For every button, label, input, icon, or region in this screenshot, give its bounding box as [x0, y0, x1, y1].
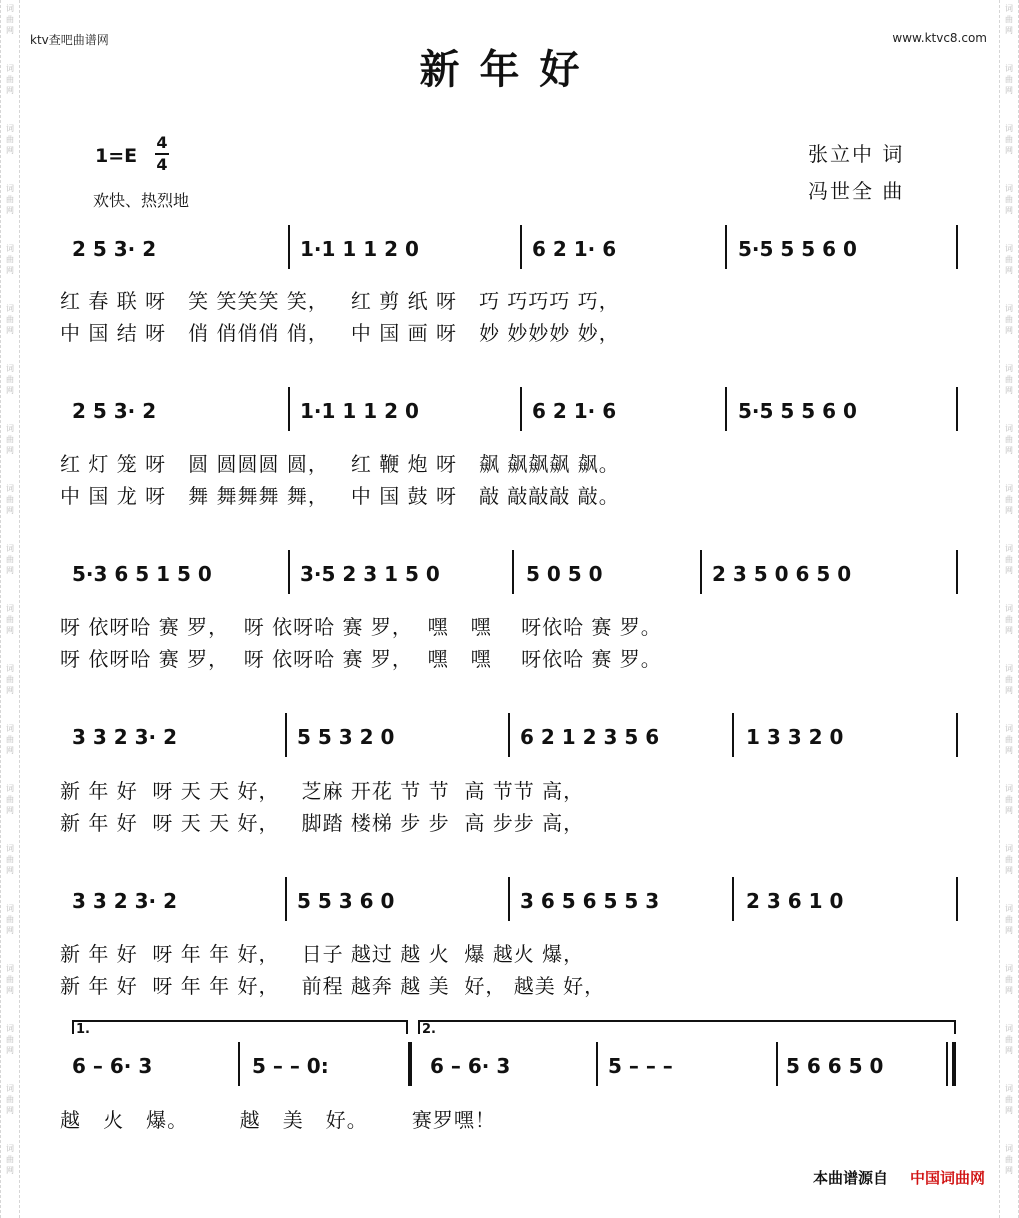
watermark-char: 网 [1005, 86, 1013, 95]
measure-notes: 5 6 6 5 0 [786, 1054, 884, 1078]
watermark-char: 词 [6, 844, 14, 853]
watermark-char: 曲 [6, 675, 14, 684]
watermark-char: 词 [1005, 124, 1013, 133]
left-watermark-strip [0, 0, 20, 1218]
lyric-line: 新 年 好 呀 年 年 好， 前程 越奔 越 美 好， 越美 好， [60, 974, 606, 998]
watermark-char: 网 [6, 926, 14, 935]
measure-notes: 3·5 2 3 1 5 0 [300, 562, 440, 586]
watermark-char: 词 [6, 124, 14, 133]
watermark-char: 曲 [6, 735, 14, 744]
watermark-char: 词 [1005, 904, 1013, 913]
watermark-char: 词 [6, 1144, 14, 1153]
lyric-line: 呀 依呀哈 赛 罗， 呀 依呀哈 赛 罗， 嘿 嘿 呀依哈 赛 罗。 [60, 647, 662, 671]
watermark-char: 曲 [6, 15, 14, 24]
watermark-char: 曲 [1005, 375, 1013, 384]
watermark-char: 曲 [6, 135, 14, 144]
watermark-char: 曲 [6, 1035, 14, 1044]
watermark-char: 曲 [1005, 1155, 1013, 1164]
watermark-char: 网 [6, 986, 14, 995]
tempo-marking: 欢快、热烈地 [93, 191, 190, 210]
watermark-char: 曲 [6, 315, 14, 324]
watermark-char: 曲 [6, 555, 14, 564]
watermark-char: 词 [1005, 784, 1013, 793]
watermark-char: 网 [1005, 1106, 1013, 1115]
watermark-char: 网 [1005, 566, 1013, 575]
watermark-char: 曲 [1005, 1035, 1013, 1044]
watermark-char: 词 [6, 244, 14, 253]
credits [808, 136, 904, 210]
watermark-char: 词 [1005, 184, 1013, 193]
watermark-char: 词 [6, 724, 14, 733]
measure-notes: 2 3 6 1 0 [746, 889, 844, 913]
footer-source [813, 1167, 985, 1188]
watermark-char: 曲 [6, 75, 14, 84]
watermark-char: 词 [6, 1024, 14, 1033]
measure-notes: 5·5 5 5 6 0 [738, 237, 857, 261]
watermark-char: 网 [6, 746, 14, 755]
measure-notes: 3 6 5 6 5 5 3 [520, 889, 660, 913]
watermark-char: 曲 [6, 975, 14, 984]
lyric-line: 越 火 爆。 越 美 好。 赛罗嘿！ [60, 1108, 496, 1132]
watermark-char: 网 [6, 266, 14, 275]
watermark-char: 网 [1005, 146, 1013, 155]
watermark-char: 词 [6, 784, 14, 793]
watermark-char: 词 [1005, 364, 1013, 373]
watermark-char: 曲 [6, 795, 14, 804]
watermark-char: 网 [6, 866, 14, 875]
lyric-line: 呀 依呀哈 赛 罗， 呀 依呀哈 赛 罗， 嘿 嘿 呀依哈 赛 罗。 [60, 615, 662, 639]
watermark-char: 网 [1005, 746, 1013, 755]
watermark-char: 网 [1005, 326, 1013, 335]
watermark-char: 曲 [1005, 315, 1013, 324]
watermark-char: 曲 [1005, 615, 1013, 624]
watermark-char: 曲 [1005, 675, 1013, 684]
watermark-char: 网 [6, 1166, 14, 1175]
footer-source-label: 本曲谱源自 [812, 1169, 888, 1187]
footer-source-site[interactable]: 中国词曲网 [909, 1169, 985, 1187]
watermark-char: 词 [6, 184, 14, 193]
watermark-char: 词 [6, 64, 14, 73]
measure-notes: 6 – 6· 3 [72, 1054, 153, 1078]
watermark-char: 词 [1005, 484, 1013, 493]
watermark-char: 曲 [6, 1095, 14, 1104]
watermark-char: 曲 [1005, 195, 1013, 204]
measure-notes: 6 2 1 2 3 5 6 [520, 725, 660, 749]
watermark-char: 曲 [1005, 15, 1013, 24]
watermark-char: 网 [6, 206, 14, 215]
watermark-char: 网 [6, 566, 14, 575]
watermark-char: 曲 [1005, 735, 1013, 744]
watermark-char: 网 [1005, 266, 1013, 275]
watermark-char: 曲 [1005, 975, 1013, 984]
measure-notes: 1·1 1 1 2 0 [300, 237, 419, 261]
measure-notes: 5·5 5 5 6 0 [738, 399, 857, 423]
watermark-char: 曲 [6, 915, 14, 924]
watermark-char: 曲 [1005, 435, 1013, 444]
watermark-char: 网 [6, 86, 14, 95]
watermark-char: 曲 [1005, 1095, 1013, 1104]
watermark-char: 网 [1005, 446, 1013, 455]
watermark-char: 曲 [6, 375, 14, 384]
measure-notes: 2 3 5 0 6 5 0 [712, 562, 852, 586]
watermark-char: 网 [6, 1046, 14, 1055]
watermark-char: 词 [1005, 1144, 1013, 1153]
watermark-char: 词 [1005, 244, 1013, 253]
watermark-char: 词 [6, 664, 14, 673]
measure-notes: 1·1 1 1 2 0 [300, 399, 419, 423]
watermark-char: 词 [6, 484, 14, 493]
watermark-char: 网 [1005, 986, 1013, 995]
watermark-char: 词 [6, 964, 14, 973]
measure-notes: 5 – – 0: [252, 1054, 329, 1078]
lyric-line: 中 国 龙 呀 舞 舞舞舞 舞， 中 国 鼓 呀 敲 敲敲敲 敲。 [60, 484, 620, 508]
watermark-char: 词 [6, 544, 14, 553]
watermark-char: 网 [1005, 26, 1013, 35]
watermark-char: 词 [1005, 304, 1013, 313]
measure-notes: 2 5 3· 2 [72, 399, 157, 423]
header-right-site: www.ktvc8.com [892, 31, 987, 45]
watermark-char: 网 [1005, 686, 1013, 695]
watermark-char: 网 [6, 446, 14, 455]
watermark-char: 网 [6, 386, 14, 395]
measure-notes: 1 3 3 2 0 [746, 725, 844, 749]
header-left-site: ktv查吧曲谱网 [30, 33, 109, 47]
lyric-line: 新 年 好 呀 天 天 好， 芝麻 开花 节 节 高 节节 高， [60, 779, 585, 803]
measure-notes: 5 – – – [608, 1054, 673, 1078]
watermark-char: 网 [1005, 866, 1013, 875]
time-signature-top: 4 [156, 133, 168, 152]
watermark-char: 曲 [6, 495, 14, 504]
watermark-char: 曲 [6, 855, 14, 864]
measure-notes: 5 0 5 0 [526, 562, 603, 586]
lyricist: 张立中 词 [808, 142, 905, 166]
watermark-char: 网 [6, 1106, 14, 1115]
watermark-char: 网 [1005, 206, 1013, 215]
watermark-char: 词 [6, 4, 14, 13]
measure-notes: 2 5 3· 2 [72, 237, 157, 261]
second-ending-label: 2. [422, 1022, 436, 1037]
watermark-char: 网 [1005, 806, 1013, 815]
watermark-char: 曲 [1005, 555, 1013, 564]
watermark-char: 曲 [6, 195, 14, 204]
watermark-char: 网 [6, 686, 14, 695]
watermark-char: 曲 [1005, 915, 1013, 924]
right-watermark-strip [999, 0, 1019, 1218]
watermark-char: 词 [1005, 604, 1013, 613]
watermark-char: 词 [6, 304, 14, 313]
watermark-char: 词 [1005, 4, 1013, 13]
watermark-char: 曲 [1005, 795, 1013, 804]
watermark-char: 词 [1005, 424, 1013, 433]
key-signature: 1=E [95, 145, 138, 167]
measure-notes: 3 3 2 3· 2 [72, 725, 178, 749]
watermark-char: 词 [1005, 664, 1013, 673]
watermark-char: 曲 [1005, 495, 1013, 504]
watermark-char: 曲 [6, 435, 14, 444]
watermark-char: 词 [1005, 1084, 1013, 1093]
measure-notes: 5 5 3 2 0 [297, 725, 395, 749]
time-signature-bottom: 4 [156, 155, 168, 174]
watermark-char: 网 [6, 146, 14, 155]
lyric-line: 新 年 好 呀 天 天 好， 脚踏 楼梯 步 步 高 步步 高， [60, 811, 585, 835]
measure-notes: 6 2 1· 6 [532, 399, 617, 423]
watermark-char: 曲 [1005, 75, 1013, 84]
measure-notes: 3 3 2 3· 2 [72, 889, 178, 913]
first-ending-label: 1. [76, 1022, 90, 1037]
watermark-char: 词 [6, 604, 14, 613]
lyric-line: 红 春 联 呀 笑 笑笑笑 笑， 红 剪 纸 呀 巧 巧巧巧 巧， [60, 289, 620, 313]
watermark-char: 曲 [6, 615, 14, 624]
watermark-char: 网 [1005, 1046, 1013, 1055]
watermark-char: 词 [1005, 844, 1013, 853]
time-signature [155, 134, 169, 174]
composer: 冯世全 曲 [808, 179, 905, 203]
watermark-char: 词 [6, 904, 14, 913]
measure-notes: 5 5 3 6 0 [297, 889, 395, 913]
measure-notes: 6 – 6· 3 [430, 1054, 511, 1078]
watermark-char: 网 [6, 806, 14, 815]
watermark-char: 词 [6, 424, 14, 433]
measure-notes: 6 2 1· 6 [532, 237, 617, 261]
watermark-char: 词 [1005, 64, 1013, 73]
watermark-char: 词 [1005, 1024, 1013, 1033]
watermark-char: 词 [1005, 544, 1013, 553]
watermark-char: 词 [6, 364, 14, 373]
watermark-char: 网 [6, 506, 14, 515]
lyric-line: 新 年 好 呀 年 年 好， 日子 越过 越 火 爆 越火 爆， [60, 942, 585, 966]
watermark-char: 网 [6, 26, 14, 35]
watermark-char: 网 [1005, 626, 1013, 635]
watermark-char: 网 [6, 626, 14, 635]
watermark-char: 网 [1005, 386, 1013, 395]
lyric-line: 中 国 结 呀 俏 俏俏俏 俏， 中 国 画 呀 妙 妙妙妙 妙， [60, 321, 620, 345]
watermark-char: 曲 [1005, 135, 1013, 144]
watermark-char: 曲 [6, 255, 14, 264]
watermark-char: 词 [1005, 724, 1013, 733]
watermark-char: 网 [6, 326, 14, 335]
watermark-char: 网 [1005, 1166, 1013, 1175]
watermark-char: 曲 [1005, 855, 1013, 864]
watermark-char: 曲 [1005, 255, 1013, 264]
watermark-char: 曲 [6, 1155, 14, 1164]
measure-notes: 5·3 6 5 1 5 0 [72, 562, 212, 586]
lyric-line: 红 灯 笼 呀 圆 圆圆圆 圆， 红 鞭 炮 呀 飙 飙飙飙 飙。 [60, 452, 620, 476]
watermark-char: 词 [1005, 964, 1013, 973]
song-title: 新年好 [419, 46, 600, 93]
watermark-char: 网 [1005, 506, 1013, 515]
watermark-char: 网 [1005, 926, 1013, 935]
watermark-char: 词 [6, 1084, 14, 1093]
